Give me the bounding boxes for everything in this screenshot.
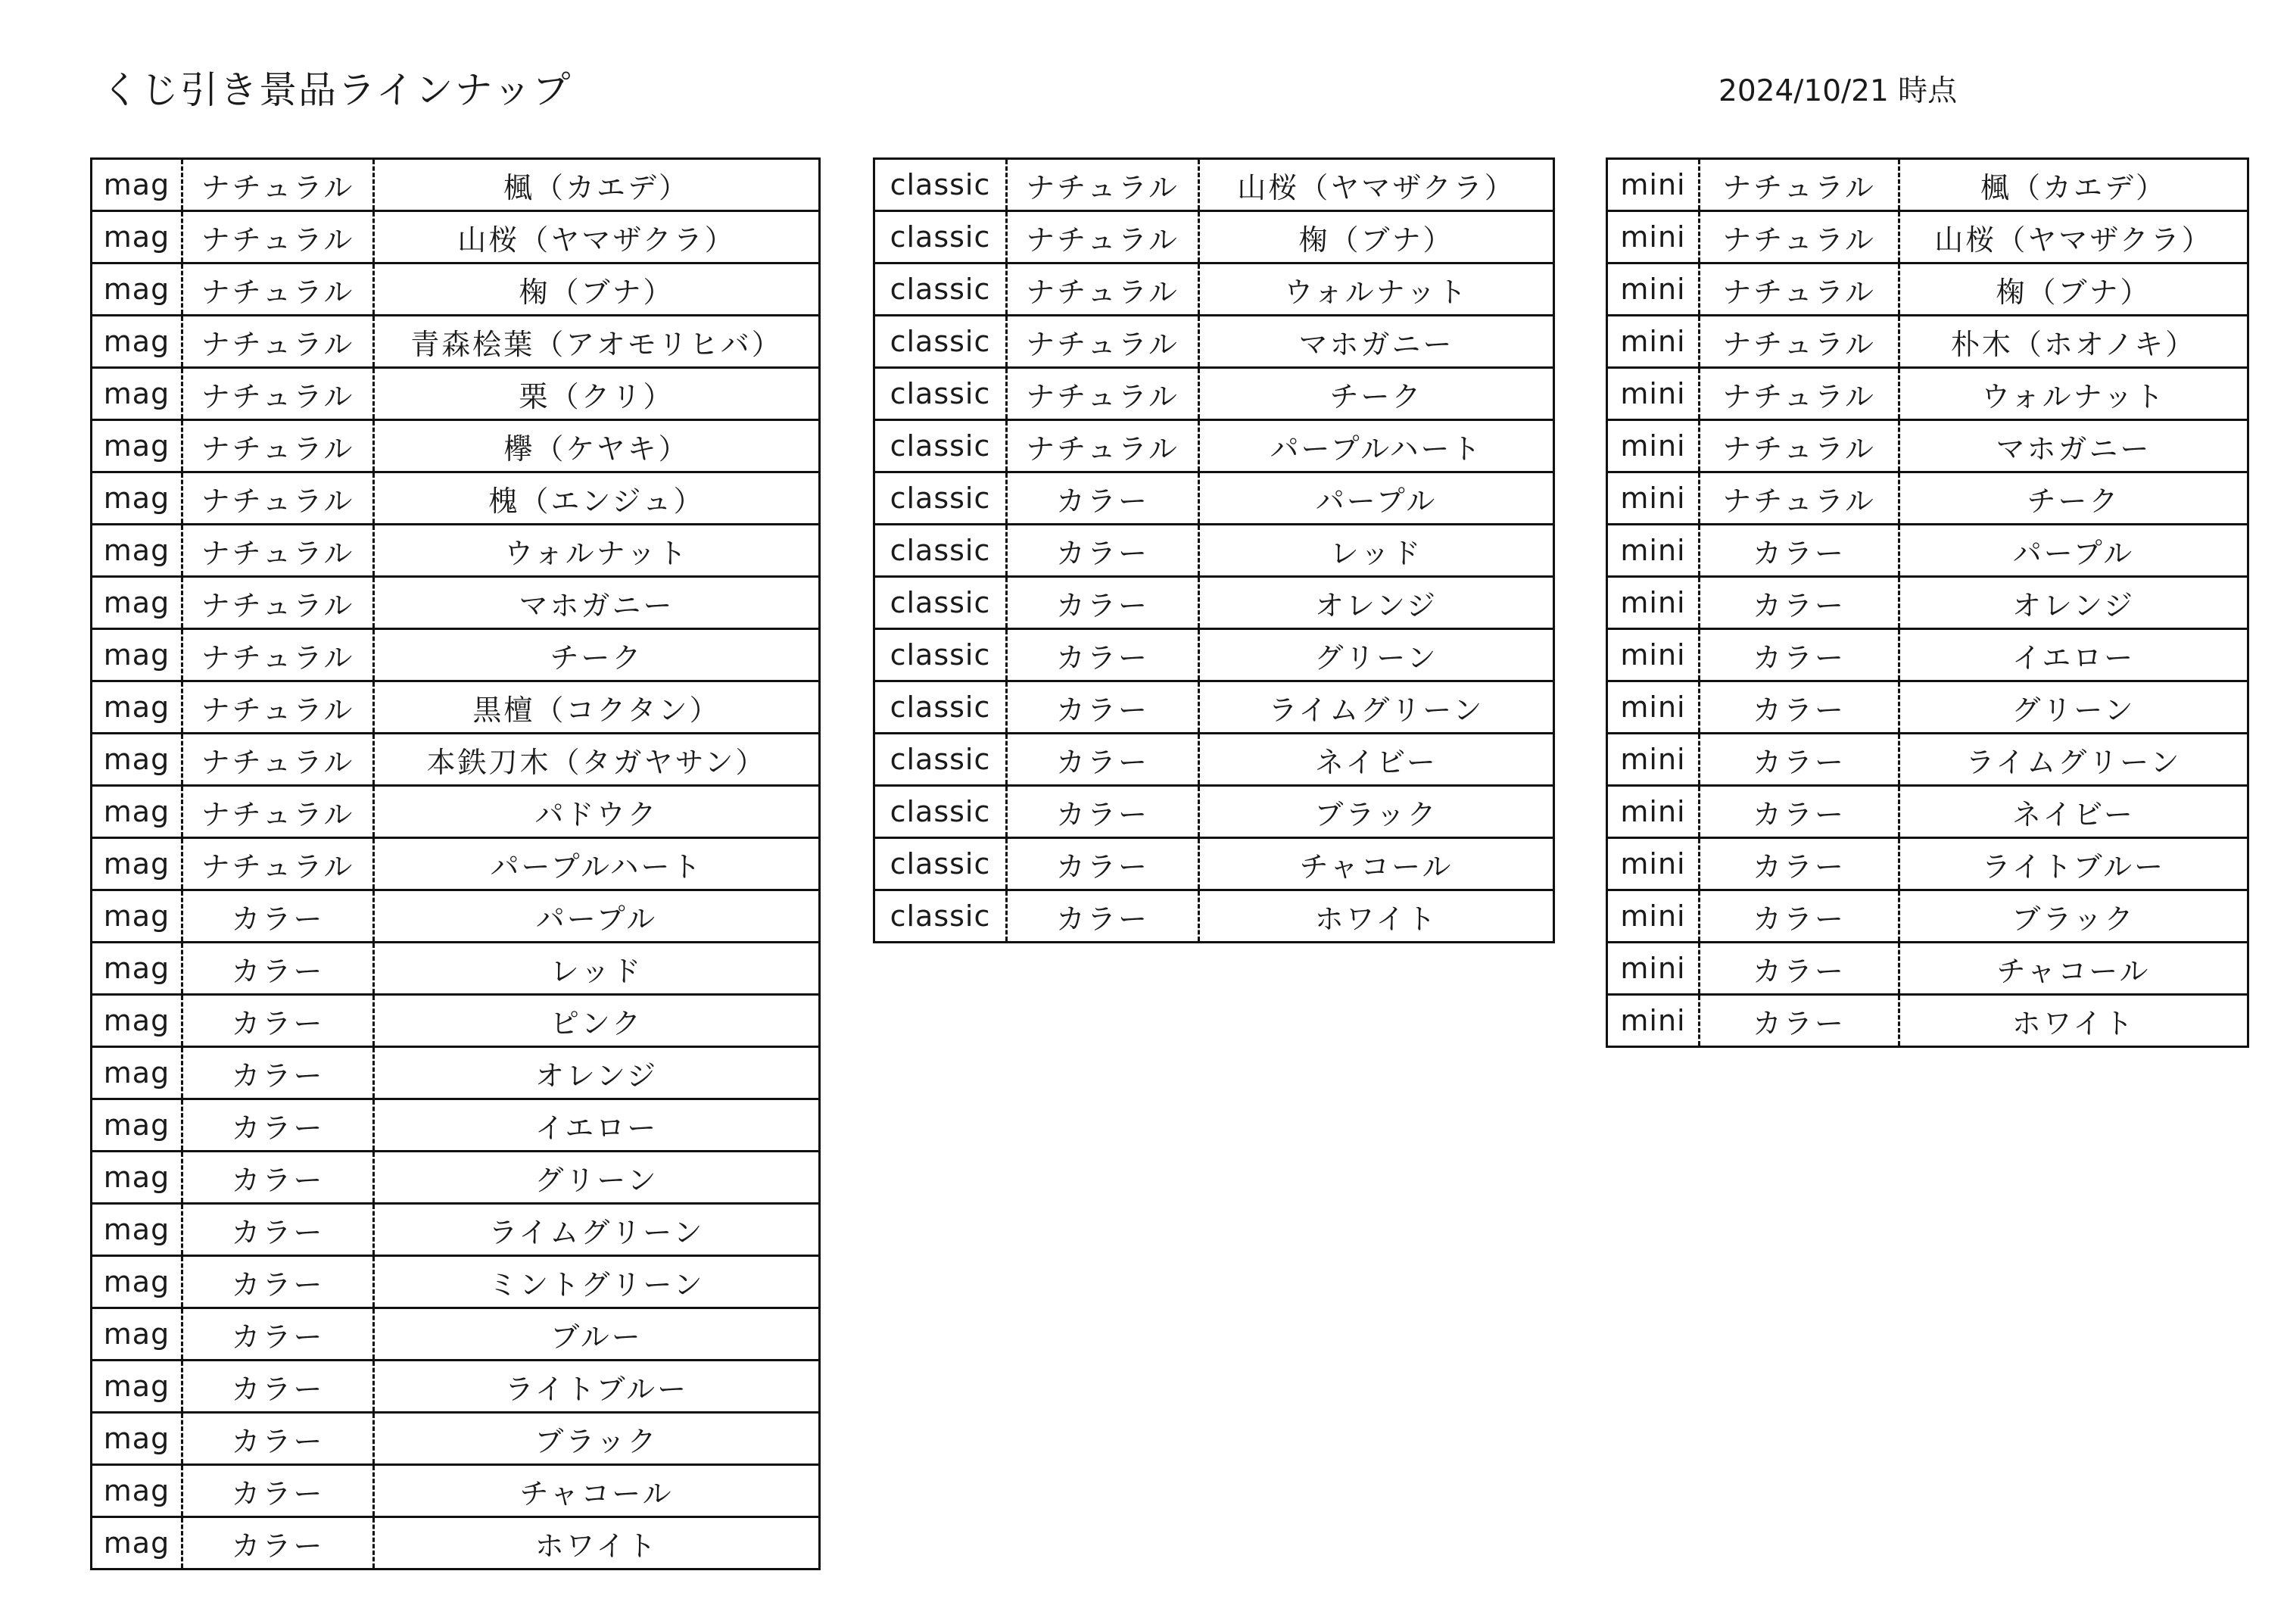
- category-cell: カラー: [1007, 681, 1199, 734]
- series-cell: mini: [1607, 629, 1700, 681]
- category-cell: ナチュラル: [182, 734, 374, 786]
- table-row: [874, 838, 1554, 890]
- table-row: [92, 577, 820, 629]
- item-name-cell: チャコール: [374, 1465, 820, 1517]
- category-cell: カラー: [182, 1517, 374, 1569]
- table-row: [874, 681, 1554, 734]
- series-cell: mini: [1607, 420, 1700, 472]
- item-name-cell: パープル: [374, 890, 820, 943]
- series-cell: mag: [92, 629, 182, 681]
- table-row: [92, 734, 820, 786]
- table-row: [1607, 890, 2248, 943]
- table-row: [92, 995, 820, 1047]
- item-name-cell: レッド: [1199, 525, 1554, 577]
- mag-lineup-table: [90, 157, 821, 1570]
- series-cell: classic: [874, 316, 1007, 368]
- item-name-cell: ウォルナット: [1199, 263, 1554, 316]
- item-name-cell: ブルー: [374, 1308, 820, 1361]
- series-cell: mag: [92, 1517, 182, 1569]
- series-cell: mag: [92, 786, 182, 838]
- series-cell: mag: [92, 838, 182, 890]
- item-name-cell: 黒檀（コクタン）: [374, 681, 820, 734]
- series-cell: classic: [874, 681, 1007, 734]
- table-row: [92, 1047, 820, 1099]
- series-cell: mini: [1607, 211, 1700, 263]
- series-cell: classic: [874, 159, 1007, 211]
- item-name-cell: ホワイト: [374, 1517, 820, 1569]
- table-row: [1607, 368, 2248, 420]
- item-name-cell: オレンジ: [1199, 577, 1554, 629]
- item-name-cell: ライトブルー: [1899, 838, 2248, 890]
- table-row: [92, 420, 820, 472]
- mini-lineup-table: [1606, 157, 2249, 1048]
- table-row: [874, 316, 1554, 368]
- table-row: [92, 159, 820, 211]
- table-row: [92, 472, 820, 525]
- item-name-cell: ホワイト: [1899, 995, 2248, 1047]
- series-cell: classic: [874, 629, 1007, 681]
- item-name-cell: ブラック: [1199, 786, 1554, 838]
- table-row: [874, 159, 1554, 211]
- category-cell: ナチュラル: [182, 525, 374, 577]
- item-name-cell: チーク: [1199, 368, 1554, 420]
- item-name-cell: 朴木（ホオノキ）: [1899, 316, 2248, 368]
- table-row: [92, 1152, 820, 1204]
- table-row: [874, 577, 1554, 629]
- category-cell: ナチュラル: [1700, 472, 1899, 525]
- table-row: [874, 368, 1554, 420]
- item-name-cell: ライムグリーン: [374, 1204, 820, 1256]
- series-cell: mini: [1607, 368, 1700, 420]
- table-row: [92, 786, 820, 838]
- category-cell: カラー: [182, 1465, 374, 1517]
- category-cell: ナチュラル: [1007, 159, 1199, 211]
- category-cell: ナチュラル: [1700, 263, 1899, 316]
- page-title: くじ引き景品ラインナップ: [101, 68, 572, 112]
- series-cell: mini: [1607, 316, 1700, 368]
- item-name-cell: 椈（ブナ）: [1899, 263, 2248, 316]
- table-row: [874, 211, 1554, 263]
- table-row: [1607, 263, 2248, 316]
- item-name-cell: 欅（ケヤキ）: [374, 420, 820, 472]
- category-cell: カラー: [1007, 577, 1199, 629]
- table-row: [874, 472, 1554, 525]
- table-row: [92, 1256, 820, 1308]
- table-row: [1607, 316, 2248, 368]
- series-cell: classic: [874, 838, 1007, 890]
- category-cell: カラー: [182, 1256, 374, 1308]
- series-cell: mag: [92, 368, 182, 420]
- series-cell: classic: [874, 525, 1007, 577]
- item-name-cell: ピンク: [374, 995, 820, 1047]
- table-row: [1607, 420, 2248, 472]
- item-name-cell: ライムグリーン: [1199, 681, 1554, 734]
- series-cell: mag: [92, 734, 182, 786]
- category-cell: ナチュラル: [182, 786, 374, 838]
- series-cell: mag: [92, 472, 182, 525]
- item-name-cell: チーク: [374, 629, 820, 681]
- series-cell: mini: [1607, 943, 1700, 995]
- category-cell: ナチュラル: [1007, 211, 1199, 263]
- item-name-cell: オレンジ: [1899, 577, 2248, 629]
- table-row: [1607, 943, 2248, 995]
- item-name-cell: ライムグリーン: [1899, 734, 2248, 786]
- category-cell: ナチュラル: [1700, 211, 1899, 263]
- category-cell: ナチュラル: [1007, 316, 1199, 368]
- series-cell: mag: [92, 1361, 182, 1413]
- table-row: [874, 263, 1554, 316]
- classic-lineup-table: [873, 157, 1555, 943]
- item-name-cell: イエロー: [1899, 629, 2248, 681]
- table-row: [92, 211, 820, 263]
- series-cell: mag: [92, 1465, 182, 1517]
- table-row: [92, 1465, 820, 1517]
- series-cell: mini: [1607, 681, 1700, 734]
- table-row: [92, 1517, 820, 1569]
- item-name-cell: 楓（カエデ）: [374, 159, 820, 211]
- table-row: [92, 1361, 820, 1413]
- item-name-cell: ブラック: [374, 1413, 820, 1465]
- series-cell: mag: [92, 316, 182, 368]
- series-cell: mag: [92, 159, 182, 211]
- series-cell: classic: [874, 786, 1007, 838]
- item-name-cell: 槐（エンジュ）: [374, 472, 820, 525]
- category-cell: カラー: [1007, 838, 1199, 890]
- table-row: [1607, 838, 2248, 890]
- series-cell: mag: [92, 1204, 182, 1256]
- table-row: [92, 368, 820, 420]
- item-name-cell: グリーン: [1199, 629, 1554, 681]
- category-cell: ナチュラル: [182, 368, 374, 420]
- category-cell: カラー: [1700, 734, 1899, 786]
- series-cell: mag: [92, 263, 182, 316]
- series-cell: classic: [874, 890, 1007, 943]
- table-row: [92, 890, 820, 943]
- table-row: [874, 786, 1554, 838]
- table-row: [874, 890, 1554, 943]
- table-row: [1607, 577, 2248, 629]
- category-cell: カラー: [1700, 577, 1899, 629]
- category-cell: カラー: [1007, 786, 1199, 838]
- item-name-cell: ミントグリーン: [374, 1256, 820, 1308]
- series-cell: mag: [92, 1256, 182, 1308]
- category-cell: カラー: [1700, 786, 1899, 838]
- category-cell: カラー: [182, 1099, 374, 1152]
- series-cell: classic: [874, 263, 1007, 316]
- item-name-cell: パドウク: [374, 786, 820, 838]
- category-cell: カラー: [1007, 472, 1199, 525]
- item-name-cell: ウォルナット: [374, 525, 820, 577]
- item-name-cell: ネイビー: [1899, 786, 2248, 838]
- category-cell: ナチュラル: [1007, 263, 1199, 316]
- table-row: [92, 681, 820, 734]
- category-cell: カラー: [182, 1047, 374, 1099]
- table-row: [1607, 786, 2248, 838]
- category-cell: カラー: [182, 1308, 374, 1361]
- series-cell: mag: [92, 943, 182, 995]
- item-name-cell: パープルハート: [1199, 420, 1554, 472]
- table-row: [92, 1413, 820, 1465]
- series-cell: mag: [92, 1308, 182, 1361]
- item-name-cell: 椈（ブナ）: [1199, 211, 1554, 263]
- item-name-cell: チャコール: [1199, 838, 1554, 890]
- category-cell: カラー: [1700, 943, 1899, 995]
- category-cell: ナチュラル: [182, 629, 374, 681]
- item-name-cell: ブラック: [1899, 890, 2248, 943]
- category-cell: カラー: [1700, 681, 1899, 734]
- series-cell: mag: [92, 1047, 182, 1099]
- category-cell: ナチュラル: [1007, 368, 1199, 420]
- category-cell: カラー: [182, 1204, 374, 1256]
- table-row: [874, 734, 1554, 786]
- item-name-cell: イエロー: [374, 1099, 820, 1152]
- item-name-cell: ライトブルー: [374, 1361, 820, 1413]
- category-cell: ナチュラル: [182, 420, 374, 472]
- series-cell: mini: [1607, 890, 1700, 943]
- item-name-cell: ホワイト: [1199, 890, 1554, 943]
- category-cell: カラー: [1700, 995, 1899, 1047]
- table-row: [1607, 734, 2248, 786]
- category-cell: カラー: [1007, 525, 1199, 577]
- series-cell: mag: [92, 525, 182, 577]
- category-cell: カラー: [1700, 629, 1899, 681]
- series-cell: mag: [92, 681, 182, 734]
- item-name-cell: マホガニー: [374, 577, 820, 629]
- series-cell: mini: [1607, 472, 1700, 525]
- item-name-cell: パープルハート: [374, 838, 820, 890]
- category-cell: ナチュラル: [182, 263, 374, 316]
- category-cell: ナチュラル: [1007, 420, 1199, 472]
- table-row: [1607, 159, 2248, 211]
- table-row: [92, 838, 820, 890]
- series-cell: mini: [1607, 786, 1700, 838]
- series-cell: classic: [874, 472, 1007, 525]
- series-cell: classic: [874, 211, 1007, 263]
- table-row: [92, 525, 820, 577]
- category-cell: ナチュラル: [182, 472, 374, 525]
- category-cell: ナチュラル: [1700, 316, 1899, 368]
- item-name-cell: 本鉄刀木（タガヤサン）: [374, 734, 820, 786]
- item-name-cell: オレンジ: [374, 1047, 820, 1099]
- series-cell: mag: [92, 1099, 182, 1152]
- category-cell: カラー: [1700, 525, 1899, 577]
- category-cell: カラー: [1700, 838, 1899, 890]
- item-name-cell: 山桜（ヤマザクラ）: [374, 211, 820, 263]
- item-name-cell: 青森桧葉（アオモリヒバ）: [374, 316, 820, 368]
- table-row: [874, 629, 1554, 681]
- item-name-cell: ネイビー: [1199, 734, 1554, 786]
- table-row: [92, 629, 820, 681]
- category-cell: カラー: [182, 1413, 374, 1465]
- series-cell: mini: [1607, 577, 1700, 629]
- series-cell: mini: [1607, 838, 1700, 890]
- category-cell: カラー: [1700, 890, 1899, 943]
- item-name-cell: 栗（クリ）: [374, 368, 820, 420]
- series-cell: mag: [92, 577, 182, 629]
- series-cell: mini: [1607, 995, 1700, 1047]
- item-name-cell: グリーン: [374, 1152, 820, 1204]
- series-cell: mag: [92, 1152, 182, 1204]
- series-cell: mini: [1607, 159, 1700, 211]
- as-of-date: 2024/10/21 時点: [1718, 74, 1958, 108]
- series-cell: mag: [92, 420, 182, 472]
- category-cell: カラー: [182, 1361, 374, 1413]
- series-cell: mag: [92, 211, 182, 263]
- item-name-cell: 山桜（ヤマザクラ）: [1899, 211, 2248, 263]
- category-cell: ナチュラル: [1700, 159, 1899, 211]
- table-row: [92, 1204, 820, 1256]
- category-cell: ナチュラル: [1700, 420, 1899, 472]
- table-row: [1607, 525, 2248, 577]
- series-cell: mag: [92, 1413, 182, 1465]
- category-cell: ナチュラル: [182, 211, 374, 263]
- category-cell: ナチュラル: [182, 316, 374, 368]
- category-cell: カラー: [182, 943, 374, 995]
- table-row: [1607, 995, 2248, 1047]
- table-row: [92, 316, 820, 368]
- table-row: [1607, 211, 2248, 263]
- category-cell: ナチュラル: [182, 577, 374, 629]
- category-cell: カラー: [1007, 629, 1199, 681]
- category-cell: カラー: [1007, 734, 1199, 786]
- series-cell: mag: [92, 995, 182, 1047]
- table-row: [1607, 472, 2248, 525]
- item-name-cell: チャコール: [1899, 943, 2248, 995]
- series-cell: mag: [92, 890, 182, 943]
- item-name-cell: レッド: [374, 943, 820, 995]
- category-cell: ナチュラル: [182, 159, 374, 211]
- item-name-cell: 山桜（ヤマザクラ）: [1199, 159, 1554, 211]
- table-row: [874, 420, 1554, 472]
- series-cell: classic: [874, 420, 1007, 472]
- table-row: [92, 1308, 820, 1361]
- category-cell: ナチュラル: [1700, 368, 1899, 420]
- item-name-cell: ウォルナット: [1899, 368, 2248, 420]
- table-row: [92, 263, 820, 316]
- category-cell: カラー: [1007, 890, 1199, 943]
- category-cell: ナチュラル: [182, 838, 374, 890]
- category-cell: カラー: [182, 995, 374, 1047]
- item-name-cell: マホガニー: [1899, 420, 2248, 472]
- series-cell: mini: [1607, 263, 1700, 316]
- series-cell: mini: [1607, 734, 1700, 786]
- category-cell: カラー: [182, 890, 374, 943]
- item-name-cell: グリーン: [1899, 681, 2248, 734]
- series-cell: classic: [874, 577, 1007, 629]
- series-cell: classic: [874, 368, 1007, 420]
- item-name-cell: 椈（ブナ）: [374, 263, 820, 316]
- series-cell: classic: [874, 734, 1007, 786]
- series-cell: mini: [1607, 525, 1700, 577]
- table-row: [92, 943, 820, 995]
- item-name-cell: チーク: [1899, 472, 2248, 525]
- table-row: [874, 525, 1554, 577]
- item-name-cell: パープル: [1899, 525, 2248, 577]
- table-row: [1607, 629, 2248, 681]
- item-name-cell: マホガニー: [1199, 316, 1554, 368]
- category-cell: カラー: [182, 1152, 374, 1204]
- category-cell: ナチュラル: [182, 681, 374, 734]
- table-row: [92, 1099, 820, 1152]
- table-row: [1607, 681, 2248, 734]
- item-name-cell: パープル: [1199, 472, 1554, 525]
- item-name-cell: 楓（カエデ）: [1899, 159, 2248, 211]
